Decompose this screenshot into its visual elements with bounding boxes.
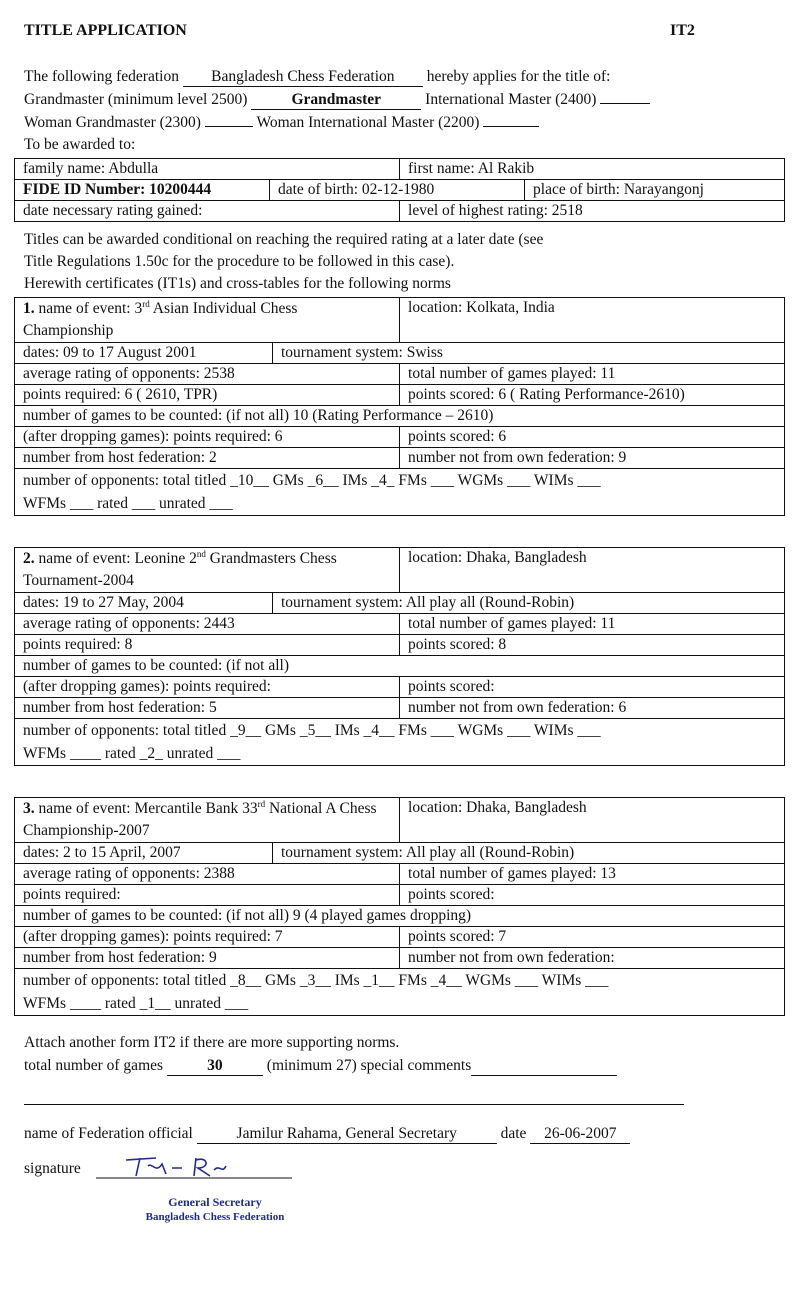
event-2-dates: dates: 19 to 27 May, 2004 xyxy=(15,593,273,614)
event-2-opponents: number of opponents: total titled _9__ GMs _5__ IMs _4__ FMs ___ WGMs ___ WIMs ___ WFMs ____ rated _2_ unrated ___ xyxy=(15,719,785,766)
event-2-total-games: total number of games played: 11 xyxy=(400,614,785,635)
event-1-points-scored: points scored: 6 ( Rating Performance-2610) xyxy=(400,385,785,406)
first-name: first name: Al Rakib xyxy=(400,159,785,180)
intro-line-1: The following federation Bangladesh Chess Federation hereby applies for the title of: xyxy=(24,68,611,85)
event-1-avg-rating: average rating of opponents: 2538 xyxy=(15,364,400,385)
date-of-birth: date of birth: 02-12-1980 xyxy=(270,180,525,201)
event-2-not-own-federation: number not from own federation: 6 xyxy=(400,698,785,719)
event-1-total-games: total number of games played: 11 xyxy=(400,364,785,385)
signature-scribble xyxy=(96,1152,296,1182)
federation-name: Bangladesh Chess Federation xyxy=(183,68,423,87)
event-3-avg-rating: average rating of opponents: 2388 xyxy=(15,864,400,885)
highest-rating: level of highest rating: 2518 xyxy=(400,201,785,222)
place-of-birth: place of birth: Narayangonj xyxy=(525,180,785,201)
official-line: name of Federation official Jamilur Rahama, General Secretary date 26-06-2007 xyxy=(24,1125,630,1144)
event-3-location: location: Dhaka, Bangladesh xyxy=(400,798,785,843)
event-2-points-required: points required: 8 xyxy=(15,635,400,656)
form-title: TITLE APPLICATION xyxy=(24,22,187,39)
note-line-2: Title Regulations 1.50c for the procedure to be followed in this case). xyxy=(24,253,455,270)
event-2-points-scored: points scored: 8 xyxy=(400,635,785,656)
event-1-system: tournament system: Swiss xyxy=(273,343,785,364)
event-1-dates: dates: 09 to 17 August 2001 xyxy=(15,343,273,364)
event-3-after-required: (after dropping games): points required: 7 xyxy=(15,927,400,948)
form-code: IT2 xyxy=(670,22,695,39)
note-line-3: Herewith certificates (IT1s) and cross-tables for the following norms xyxy=(24,275,451,292)
event-3-not-own-federation: number not from own federation: xyxy=(400,948,785,969)
stamp-organization: Bangladesh Chess Federation xyxy=(145,1211,285,1223)
event-3-after-scored: points scored: 7 xyxy=(400,927,785,948)
comments-line xyxy=(24,1104,684,1105)
event-3-name: 3. name of event: Mercantile Bank 33rd National A Chess Championship-2007 xyxy=(15,798,400,843)
player-table xyxy=(14,158,785,222)
event-3-opponents: number of opponents: total titled _8__ GMs _3__ IMs _1__ FMs _4__ WGMs ___ WIMs ___ WFMs ____ rated _1__ unrated ___ xyxy=(15,969,785,1016)
note-line-1: Titles can be awarded conditional on reaching the required rating at a later date (see xyxy=(24,231,544,248)
event-1-points-required: points required: 6 ( 2610, TPR) xyxy=(15,385,400,406)
event-1-opponents: number of opponents: total titled _10__ GMs _6__ IMs _4_ FMs ___ WGMs ___ WIMs ___ WFMs ___ rated ___ unrated ___ xyxy=(15,469,785,516)
event-2-avg-rating: average rating of opponents: 2443 xyxy=(15,614,400,635)
rating-gained-date: date necessary rating gained: xyxy=(15,201,400,222)
event-1-name: 1. name of event: 3rd Asian Individual Chess Championship xyxy=(15,298,400,343)
family-name: family name: Abdulla xyxy=(15,159,400,180)
gm-title-choice: Grandmaster xyxy=(251,91,421,110)
wim-title-choice xyxy=(483,126,539,127)
official-stamp xyxy=(120,1195,310,1225)
event-2-host-federation: number from host federation: 5 xyxy=(15,698,400,719)
wgm-title-choice xyxy=(205,126,253,127)
event-2-games-counted: number of games to be counted: (if not all) xyxy=(15,656,785,677)
event-1-host-federation: number from host federation: 2 xyxy=(15,448,400,469)
event-3-table xyxy=(14,797,785,1016)
event-1-after-scored: points scored: 6 xyxy=(400,427,785,448)
official-name: Jamilur Rahama, General Secretary xyxy=(197,1125,497,1144)
event-2-table xyxy=(14,547,785,766)
event-1-table xyxy=(14,297,785,516)
event-2-after-scored: points scored: xyxy=(400,677,785,698)
event-3-host-federation: number from host federation: 9 xyxy=(15,948,400,969)
event-2-after-required: (after dropping games): points required: xyxy=(15,677,400,698)
stamp-title: General Secretary xyxy=(168,1195,262,1209)
awarded-to-label: To be awarded to: xyxy=(24,136,136,153)
event-3-games-counted: number of games to be counted: (if not all) 9 (4 played games dropping) xyxy=(15,906,785,927)
total-games-value: 30 xyxy=(167,1057,263,1076)
application-date: 26-06-2007 xyxy=(530,1125,630,1144)
event-3-dates: dates: 2 to 15 April, 2007 xyxy=(15,843,273,864)
intro-line-2: Grandmaster (minimum level 2500) Grandmaster International Master (2400) xyxy=(24,91,650,110)
event-2-name: 2. name of event: Leonine 2nd Grandmasters Chess Tournament-2004 xyxy=(15,548,400,593)
im-title-choice xyxy=(600,103,650,104)
fide-id: FIDE ID Number: 10200444 xyxy=(15,180,270,201)
event-1-not-own-federation: number not from own federation: 9 xyxy=(400,448,785,469)
event-2-location: location: Dhaka, Bangladesh xyxy=(400,548,785,593)
event-2-system: tournament system: All play all (Round-Robin) xyxy=(273,593,785,614)
event-3-points-required: points required: xyxy=(15,885,400,906)
event-3-system: tournament system: All play all (Round-Robin) xyxy=(273,843,785,864)
signature-label: signature xyxy=(24,1160,81,1177)
event-1-after-required: (after dropping games): points required: 6 xyxy=(15,427,400,448)
attach-note: Attach another form IT2 if there are more supporting norms. xyxy=(24,1034,400,1051)
event-3-total-games: total number of games played: 13 xyxy=(400,864,785,885)
event-1-games-counted: number of games to be counted: (if not all) 10 (Rating Performance – 2610) xyxy=(15,406,785,427)
event-1-location: location: Kolkata, India xyxy=(400,298,785,343)
intro-line-3: Woman Grandmaster (2300) Woman International Master (2200) xyxy=(24,114,539,132)
special-comments xyxy=(471,1057,617,1076)
event-3-points-scored: points scored: xyxy=(400,885,785,906)
total-games-line: total number of games 30 (minimum 27) special comments xyxy=(24,1057,617,1076)
